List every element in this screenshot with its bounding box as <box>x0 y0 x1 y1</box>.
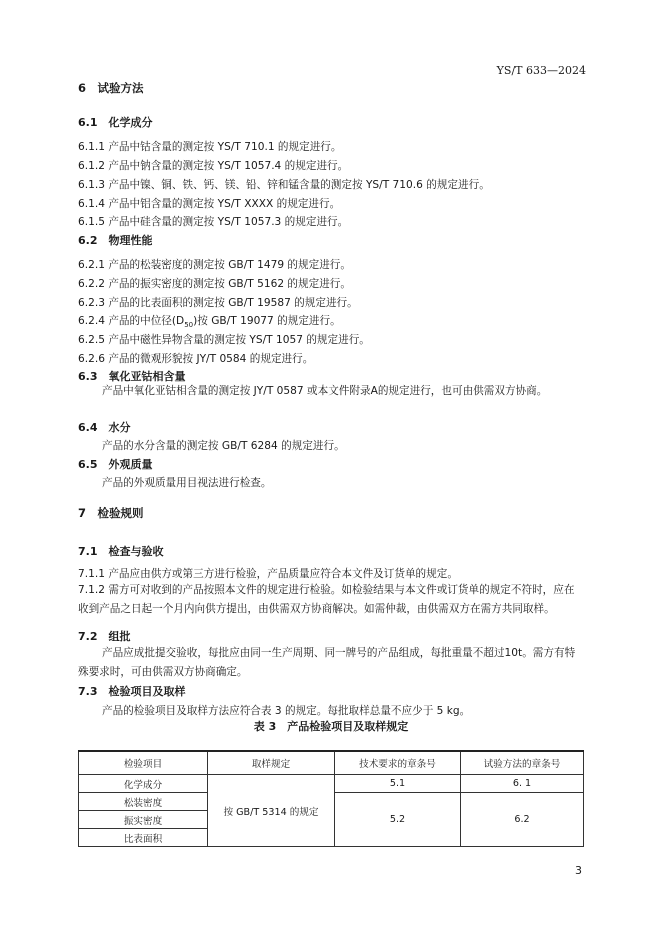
section-6-title: 6 试验方法 <box>78 81 144 95</box>
section-7-title: 7 检验规则 <box>78 506 144 520</box>
section-6-1-title: 6.1 化学成分 <box>78 116 153 129</box>
clause-6-2-2: 6.2.2 产品的振实密度的测定按 GB/T 5162 的规定进行。 <box>78 278 351 290</box>
table-cell-method: 6. 1 <box>461 775 584 793</box>
section-6-3-text: 产品中氧化亚钴相含量的测定按 JY/T 0587 或本文件附录A的规定进行，也可由供需双方协商。 <box>102 385 548 397</box>
section-7-2-title: 7.2 组批 <box>78 630 131 643</box>
table-cell-sampling: 按 GB/T 5314 的规定 <box>208 775 335 847</box>
clause-6-2-1: 6.2.1 产品的松装密度的测定按 GB/T 1479 的规定进行。 <box>78 259 351 271</box>
clause-6-1-1: 6.1.1 产品中钴含量的测定按 YS/T 710.1 的规定进行。 <box>78 141 342 153</box>
clause-6-1-3: 6.1.3 产品中镍、铜、铁、钙、镁、铅、锌和锰含量的测定按 YS/T 710.6 的规定进行。 <box>78 179 490 191</box>
clause-6-2-4: 6.2.4 产品的中位径$(D_{50})$按 GB/T 19077 的规定进行。 <box>78 315 341 330</box>
clause-7-1-2: 7.1.2 需方可对收到的产品按照本文件的规定进行检验。如检验结果与本文件或订货单的规定不符时，应在收到产品之日起一个月内向供方提出，由供需双方协商解决。如需仲裁，由供需双方在需方共同取样。 <box>78 584 575 615</box>
section-6-4-title: 6.4 水分 <box>78 421 131 434</box>
clause-6-2-5: 6.2.5 产品中磁性异物含量的测定按 YS/T 1057 的规定进行。 <box>78 334 370 346</box>
clause-6-1-4: 6.1.4 产品中铝含量的测定按 YS/T XXXX 的规定进行。 <box>78 198 341 210</box>
clause-6-1-5: 6.1.5 产品中硅含量的测定按 YS/T 1057.3 的规定进行。 <box>78 216 349 228</box>
section-6-5-title: 6.5 外观质量 <box>78 458 153 471</box>
table-header-row <box>79 751 584 775</box>
section-7-2-text: 产品应成批提交验收，每批应由同一生产周期、同一牌号的产品组成，每批重量不超过10t。需方有特殊要求时，可由供需双方协商确定。 <box>78 647 576 678</box>
section-7-3-title: 7.3 检验项目及取样 <box>78 685 186 698</box>
clause-7-1-1: 7.1.1 产品应由供方或第三方进行检验，产品质量应符合本文件及订货单的规定。 <box>78 568 458 580</box>
table-3-caption: 表 3 产品检验项目及取样规定 <box>253 720 409 733</box>
table-cell-req: 5.2 <box>335 793 461 847</box>
table-cell-item: 化学成分 <box>79 775 208 793</box>
table-cell-method: 6.2 <box>461 793 584 847</box>
inspection-table <box>78 750 584 847</box>
clause-6-2-6: 6.2.6 产品的微观形貌按 JY/T 0584 的规定进行。 <box>78 353 314 365</box>
clause-6-2-3: 6.2.3 产品的比表面积的测定按 GB/T 19587 的规定进行。 <box>78 297 358 309</box>
table-header-cell: 取样规定 <box>208 751 335 775</box>
clause-6-1-2: 6.1.2 产品中钠含量的测定按 YS/T 1057.4 的规定进行。 <box>78 160 349 172</box>
table-header-cell: 检验项目 <box>79 751 208 775</box>
table-header-cell: 试验方法的章条号 <box>461 751 584 775</box>
section-7-3-text: 产品的检验项目及取样方法应符合表 3 的规定。每批取样总量不应少于 5 kg。 <box>102 705 471 717</box>
page-number: 3 <box>575 864 582 877</box>
section-6-5-text: 产品的外观质量用目视法进行检查。 <box>102 477 272 489</box>
table-cell-req: 5.1 <box>335 775 461 793</box>
table-cell-item: 松装密度 <box>79 793 208 811</box>
table-cell-item: 比表面积 <box>79 829 208 847</box>
section-7-1-title: 7.1 检查与验收 <box>78 545 164 558</box>
section-6-4-text: 产品的水分含量的测定按 GB/T 6284 的规定进行。 <box>102 440 345 452</box>
section-6-3-title: 6.3 氧化亚钴相含量 <box>78 370 186 383</box>
table-cell-item: 振实密度 <box>79 811 208 829</box>
document-id: YS/T 633—2024 <box>496 64 586 77</box>
section-6-2-title: 6.2 物理性能 <box>78 234 153 247</box>
table-header-cell: 技术要求的章条号 <box>335 751 461 775</box>
table-row <box>79 775 584 793</box>
